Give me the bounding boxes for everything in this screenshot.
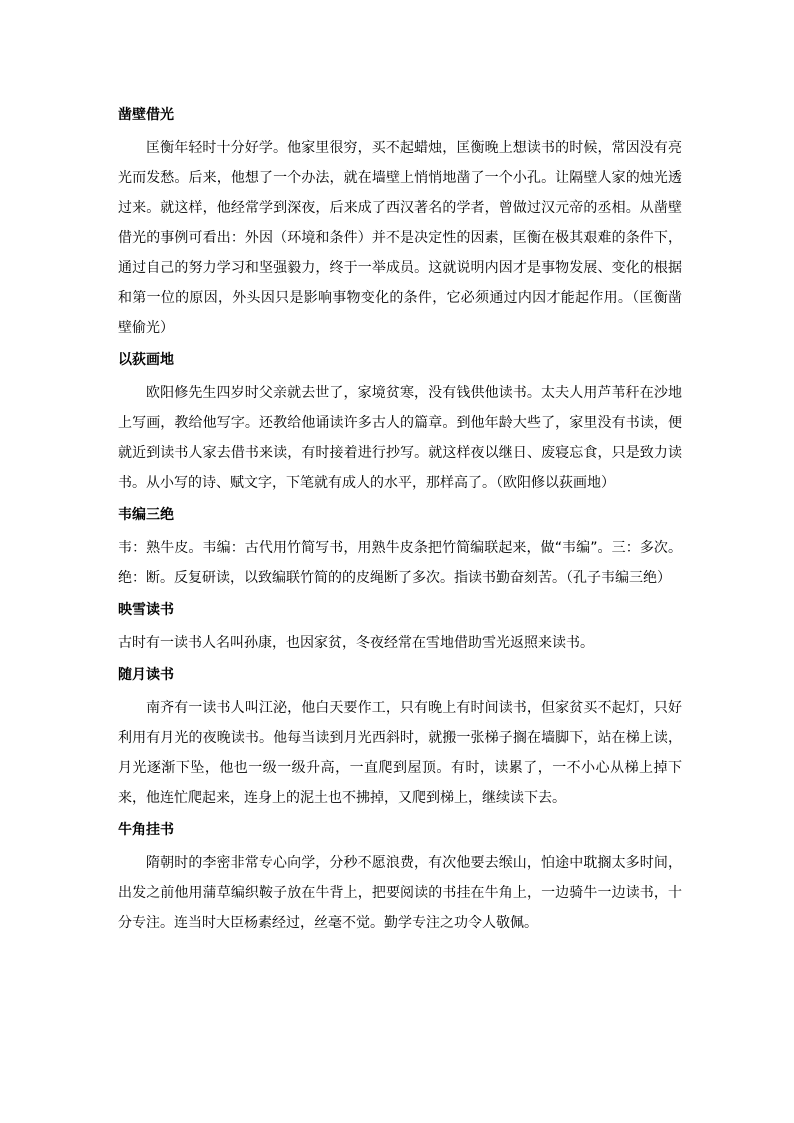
section-title: 以荻画地 — [118, 352, 174, 368]
section-body: 南齐有一读书人叫江泌，他白天要作工，只有晚上有时间读书，但家贫买不起灯，只好利用有月光的夜晚读书。他每当读到月光西斜时，就搬一张梯子搁在墙脚下，站在梯上读，月光逐渐下坠，他也一级一级升高，一直爬到屋顶。有时，读累了，一不小心从梯上掉下来，他连忙爬起来，连身上的泥土也不拂掉，又爬到梯上，继续读下去。 — [118, 700, 682, 806]
section-title: 映雪读书 — [118, 602, 174, 618]
section-body: 韦：熟牛皮。韦编：古代用竹简写书，用熟牛皮条把竹简编联起来，做“韦编”。三：多次。绝：断。反复研读，以致编联竹简的的皮绳断了多次。指读书勤奋刻苦。（孔子韦编三绝） — [118, 540, 682, 586]
document-page — [118, 98, 682, 938]
section-title: 牛角挂书 — [118, 822, 174, 838]
section-title: 凿壁借光 — [118, 107, 174, 123]
section-title: 韦编三绝 — [118, 507, 174, 523]
section-weibian-sanjue — [118, 498, 682, 593]
section-niujiao-guashu — [118, 813, 682, 938]
section-yingxue-dushu — [118, 593, 682, 658]
section-body: 匡衡年轻时十分好学。他家里很穷，买不起蜡烛，匡衡晚上想读书的时候，常因没有亮光而发愁。后来，他想了一个办法，就在墙壁上悄悄地凿了一个小孔。让隔壁人家的烛光透过来。就这样，他经常学到深夜，后来成了西汉著名的学者，曾做过汉元帝的丞相。从凿壁借光的事例可看出：外因（环境和条件）并不是决定性的因素，匡衡在极其艰难的条件下，通过自己的努力学习和坚强毅力，终于一举成员。这就说明内因才是事物发展、变化的根据和第一位的原因，外头因只是影响事物变化的条件，它必须通过内因才能起作用。（匡衡凿壁偷光） — [118, 140, 682, 336]
section-yidi-huadi — [118, 343, 682, 498]
section-body: 欧阳修先生四岁时父亲就去世了，家境贫寒，没有钱供他读书。太夫人用芦苇秆在沙地上写画，教给他写字。还教给他诵读许多古人的篇章。到他年龄大些了，家里没有书读，便就近到读书人家去借书来读，有时接着进行抄写。就这样夜以继日、废寝忘食，只是致力读书。从小写的诗、赋文字，下笔就有成人的水平，那样高了。（欧阳修以荻画地） — [118, 385, 682, 491]
section-title: 随月读书 — [118, 667, 174, 683]
section-body: 隋朝时的李密非常专心向学，分秒不愿浪费，有次他要去缑山，怕途中耽搁太多时间，出发之前他用蒲草编织鞍子放在牛背上，把要阅读的书挂在牛角上，一边骑牛一边读书，十分专注。连当时大臣杨素经过，丝毫不觉。勤学专注之功令人敬佩。 — [118, 855, 682, 931]
section-suiyue-dushu — [118, 658, 682, 813]
section-body: 古时有一读书人名叫孙康，也因家贫，冬夜经常在雪地借助雪光返照来读书。 — [118, 635, 594, 651]
section-zaobi-jieguang — [118, 98, 682, 343]
